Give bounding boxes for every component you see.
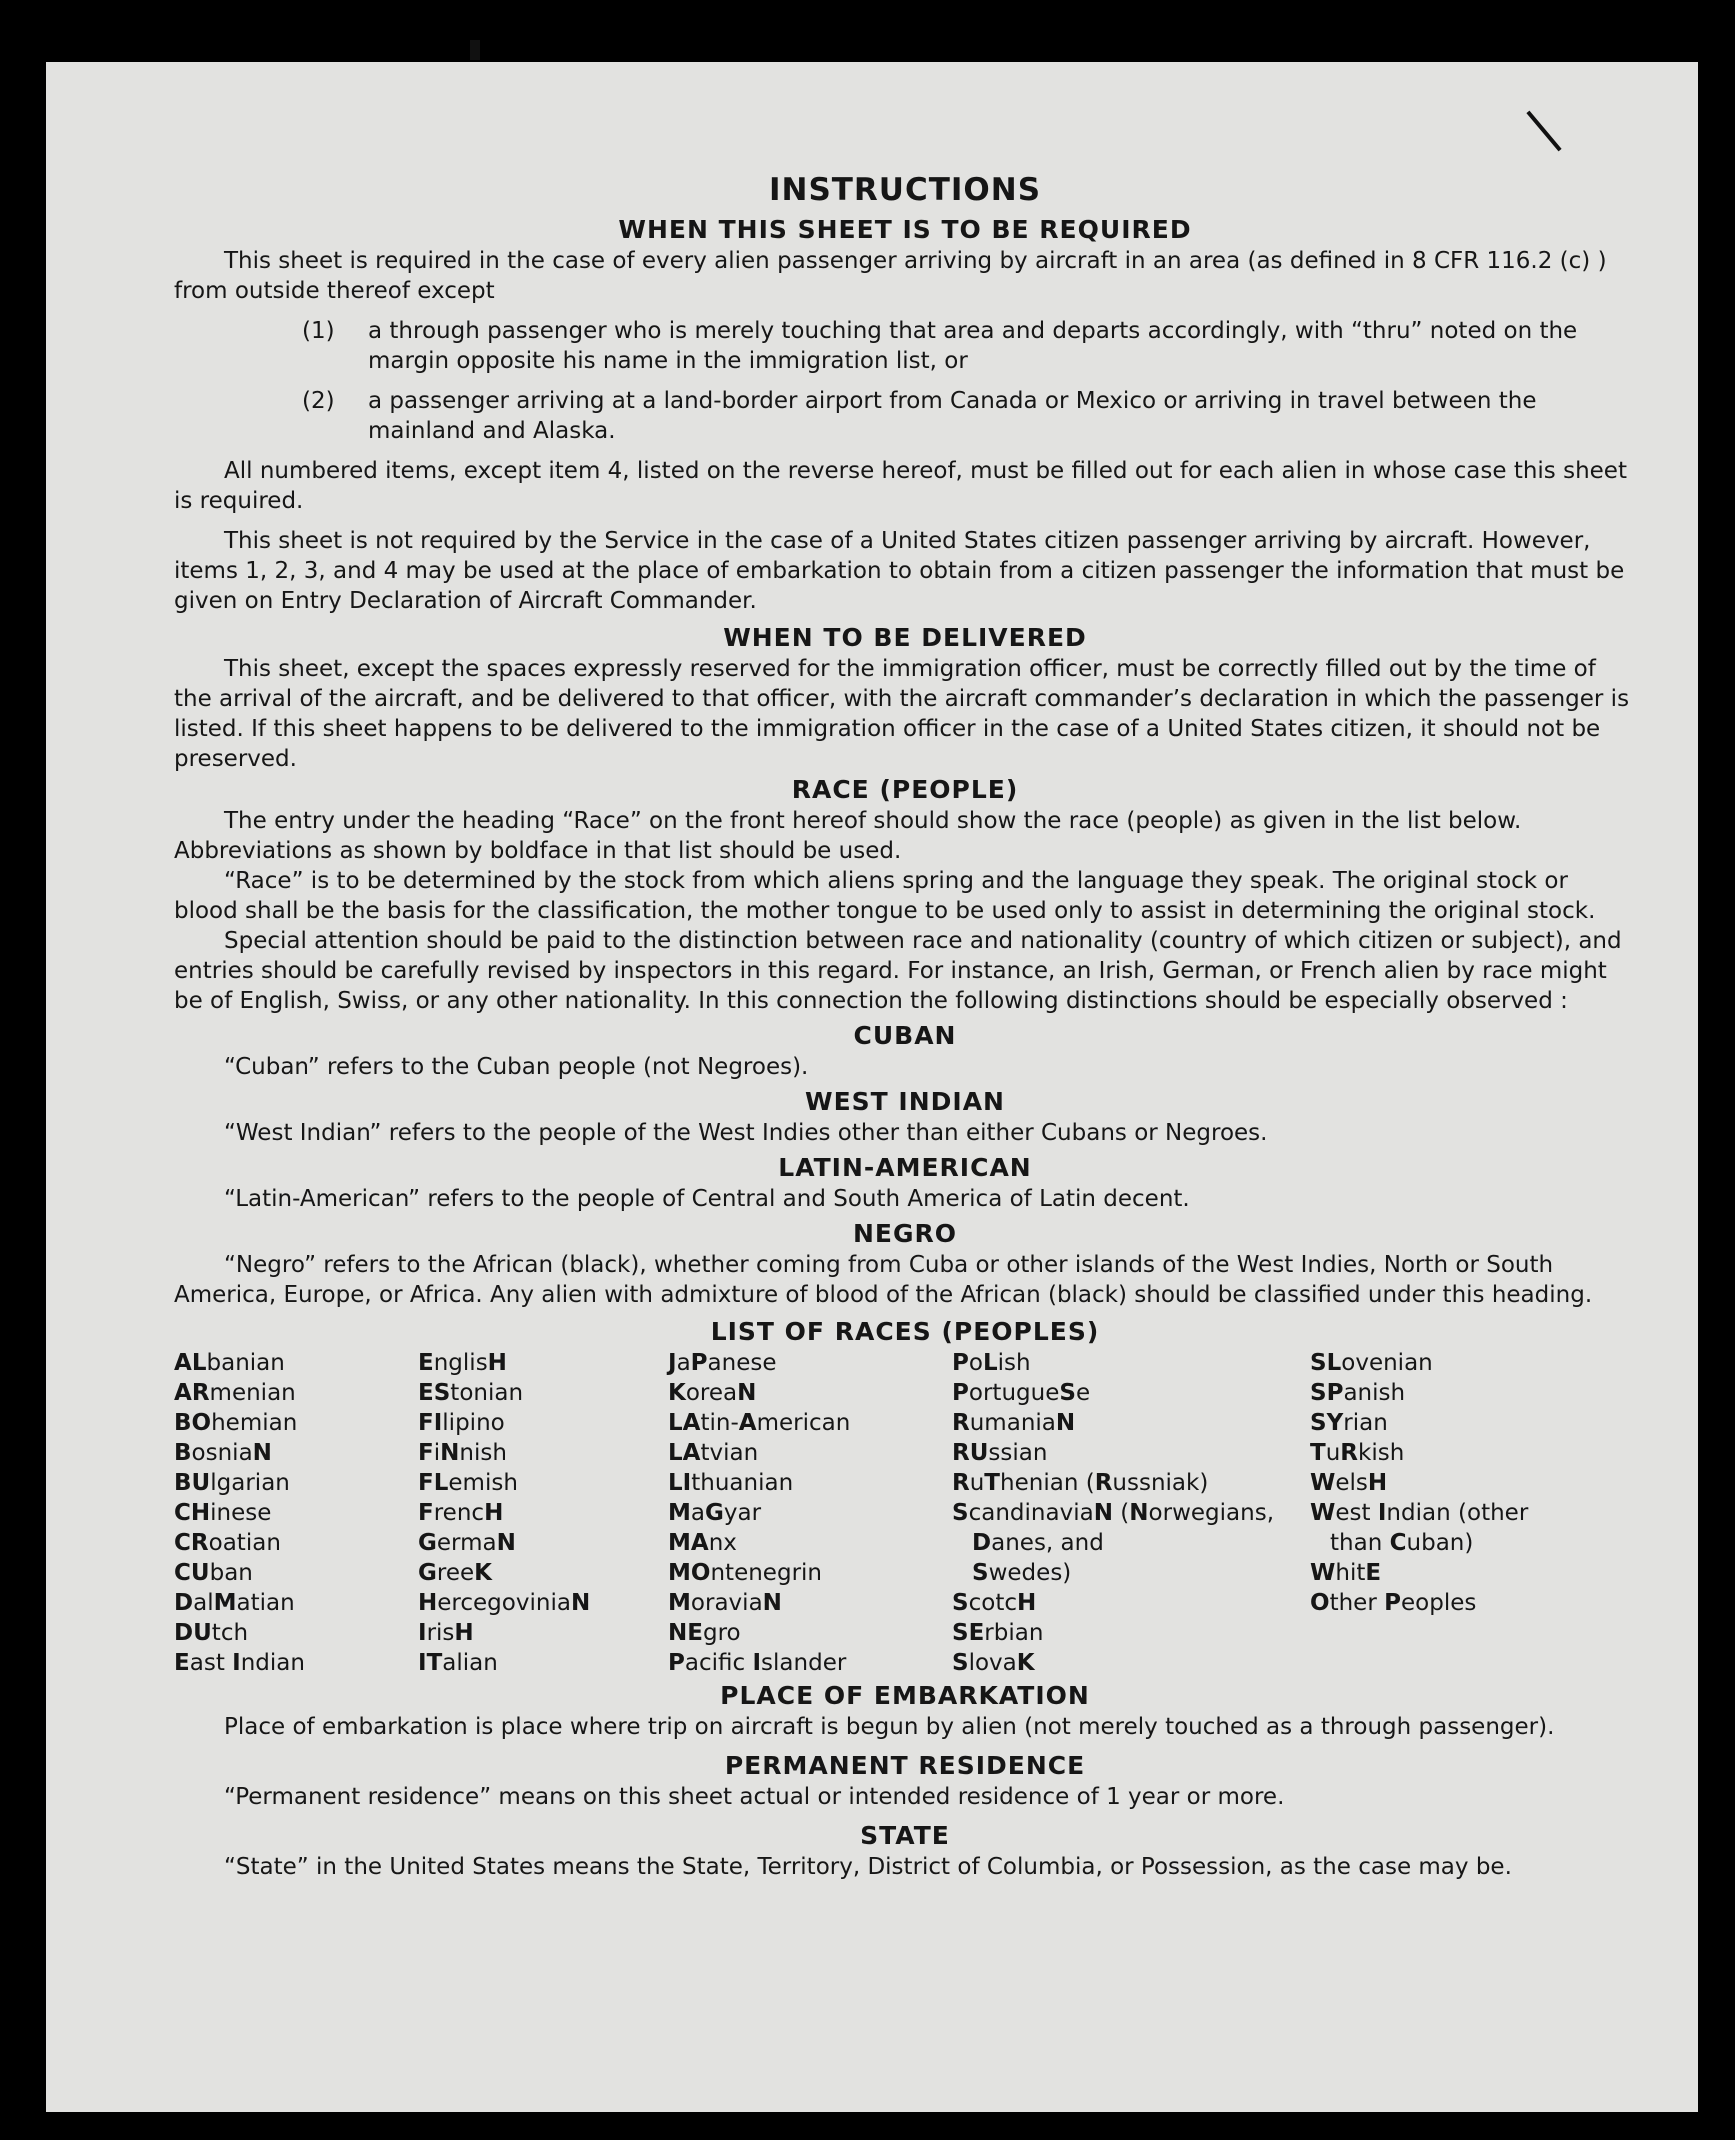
race-item: CRoatian — [174, 1530, 281, 1556]
race-item: ALbanian — [174, 1350, 285, 1376]
race-item: MOntenegrin — [668, 1560, 822, 1586]
race-item: ARmenian — [174, 1380, 296, 1406]
race-item: RuThenian (Russniak) — [952, 1470, 1209, 1496]
item-text: a passenger arriving at a land-border airport from Canada or Mexico or arriving in travel between the mainland and Alaska. — [368, 388, 1537, 444]
race-item: EnglisH — [418, 1350, 507, 1376]
race-item: ITalian — [418, 1650, 498, 1676]
section-heading: RACE (PEOPLE) — [791, 775, 1019, 804]
paragraph: This sheet is required in the case of every alien passenger arriving by aircraft in an area (as defined in 8 CFR 116.2 (c) ) from outside thereof except — [174, 248, 1607, 304]
race-item: Danes, and — [972, 1530, 1104, 1556]
scan-mark — [470, 40, 480, 60]
race-item: ScandinaviaN (Norwegians, — [952, 1500, 1275, 1526]
list-item — [302, 316, 1636, 376]
race-item: than Cuban) — [1330, 1530, 1474, 1556]
race-item: LIthuanian — [668, 1470, 794, 1496]
race-item: DUtch — [174, 1620, 249, 1646]
race-item: SPanish — [1310, 1380, 1406, 1406]
race-item: RumaniaN — [952, 1410, 1076, 1436]
paragraph: The entry under the heading “Race” on the front hereof should show the race (people) as given in the list below. Abbreviations as shown by boldface in that list should be used. — [174, 808, 1522, 864]
race-list — [174, 1348, 1636, 1680]
race-item: IrisH — [418, 1620, 474, 1646]
section-heading: CUBAN — [853, 1021, 957, 1050]
paragraph: All numbered items, except item 4, listed on the reverse hereof, must be filled out for each alien in whose case this sheet is required. — [174, 458, 1627, 514]
race-item: EStonian — [418, 1380, 524, 1406]
race-item: BosniaN — [174, 1440, 272, 1466]
page-title: INSTRUCTIONS — [768, 172, 1042, 208]
race-item: HercegoviniaN — [418, 1590, 591, 1616]
paragraph: “Permanent residence” means on this sheet actual or intended residence of 1 year or more. — [224, 1784, 1285, 1810]
paragraph: “Race” is to be determined by the stock from which aliens spring and the language they speak. The original stock or blood shall be the basis for the classification, the mother tongue to be used only to assist in determining the original stock. — [174, 868, 1596, 924]
race-item: TuRkish — [1310, 1440, 1405, 1466]
race-item: DalMatian — [174, 1590, 295, 1616]
section-heading: WEST INDIAN — [805, 1087, 1005, 1116]
race-item: SErbian — [952, 1620, 1044, 1646]
paragraph: “West Indian” refers to the people of the West Indies other than either Cubans or Negroes. — [224, 1120, 1268, 1146]
race-item: PortugueSe — [952, 1380, 1091, 1406]
section-heading: LIST OF RACES (PEOPLES) — [710, 1317, 1100, 1346]
paragraph: “State” in the United States means the State, Territory, District of Columbia, or Possession, as the case may be. — [224, 1854, 1512, 1880]
race-item: Swedes) — [972, 1560, 1072, 1586]
race-item: GermaN — [418, 1530, 516, 1556]
race-item: Other Peoples — [1310, 1590, 1477, 1616]
section-heading: PLACE OF EMBARKATION — [720, 1681, 1090, 1710]
section-heading: WHEN THIS SHEET IS TO BE REQUIRED — [618, 215, 1192, 244]
race-item: BOhemian — [174, 1410, 298, 1436]
item-text: a through passenger who is merely touching that area and departs accordingly, with “thru” noted on the margin opposite his name in the immigration list, or — [368, 318, 1578, 374]
race-item: WhitE — [1310, 1560, 1382, 1586]
section-heading: WHEN TO BE DELIVERED — [723, 623, 1087, 652]
section-heading: STATE — [860, 1821, 950, 1850]
race-column — [418, 1348, 590, 1678]
race-item: SlovaK — [952, 1650, 1035, 1676]
race-item: FiNnish — [418, 1440, 507, 1466]
race-item: East Indian — [174, 1650, 305, 1676]
paragraph: This sheet is not required by the Service in the case of a United States citizen passenger arriving by aircraft. However, items 1, 2, 3, and 4 may be used at the place of embarkation to obtain from a citizen passenger the information that must be given on Entry Declaration of Aircraft Commander. — [174, 528, 1625, 614]
paragraph: Place of embarkation is place where trip on aircraft is begun by alien (not merely touched as a through passenger). — [224, 1714, 1555, 1740]
paragraph: This sheet, except the spaces expressly reserved for the immigration officer, must be correctly filled out by the time of the arrival of the aircraft, and be delivered to that officer, with the aircraft commander’s declaration in which the passenger is listed. If this sheet happens to be delivered to the immigration officer in the case of a United States citizen, it should not be preserved. — [174, 656, 1630, 772]
race-item: SYrian — [1310, 1410, 1388, 1436]
race-item: PoLish — [952, 1350, 1031, 1376]
race-item: FrencH — [418, 1500, 504, 1526]
race-item: ScotcH — [952, 1590, 1037, 1616]
race-item: SLovenian — [1310, 1350, 1433, 1376]
race-column — [174, 1348, 305, 1678]
section-heading: PERMANENT RESIDENCE — [724, 1751, 1086, 1780]
race-item: FLemish — [418, 1470, 518, 1496]
paragraph: “Negro” refers to the African (black), whether coming from Cuba or other islands of the West Indies, North or South America, Europe, or Africa. Any alien with admixture of blood of the African (black) should be classified under this heading. — [174, 1252, 1593, 1308]
race-item: FIlipino — [418, 1410, 505, 1436]
item-number: (1) — [302, 318, 335, 344]
paragraph: “Latin-American” refers to the people of Central and South America of Latin decent. — [224, 1186, 1190, 1212]
race-item: NEgro — [668, 1620, 741, 1646]
race-column — [1310, 1348, 1528, 1618]
race-item: MAnx — [668, 1530, 737, 1556]
item-number: (2) — [302, 388, 335, 414]
race-item: LAtin-American — [668, 1410, 851, 1436]
race-column — [668, 1348, 850, 1678]
race-item: BUlgarian — [174, 1470, 290, 1496]
list-item — [302, 386, 1636, 446]
race-item: LAtvian — [668, 1440, 759, 1466]
document-sheet — [46, 62, 1698, 2112]
section-heading: LATIN-AMERICAN — [778, 1153, 1032, 1182]
race-item: JaPanese — [668, 1350, 777, 1376]
race-item: West Indian (other — [1310, 1500, 1529, 1526]
race-column — [952, 1348, 1274, 1678]
race-item: CHinese — [174, 1500, 272, 1526]
race-item: GreeK — [418, 1560, 492, 1586]
race-item: RUssian — [952, 1440, 1048, 1466]
race-item: MaGyar — [668, 1500, 762, 1526]
race-item: Pacifc Islander — [668, 1650, 847, 1676]
race-item: MoraviaN — [668, 1590, 782, 1616]
race-item: WelsH — [1310, 1470, 1388, 1496]
paragraph: Special attention should be paid to the distinction between race and nationality (country of which citizen or subject), and entries should be carefully revised by inspectors in this regard. For instance, an Irish, German, or French alien by race might be of English, Swiss, or any other nationality. In this connection the following distinctions should be especially observed : — [174, 928, 1622, 1014]
race-item: KoreaN — [668, 1380, 757, 1406]
race-item: CUban — [174, 1560, 253, 1586]
paragraph: “Cuban” refers to the Cuban people (not Negroes). — [224, 1054, 809, 1080]
instructions-body — [174, 62, 1636, 1882]
section-heading: NEGRO — [852, 1219, 958, 1248]
